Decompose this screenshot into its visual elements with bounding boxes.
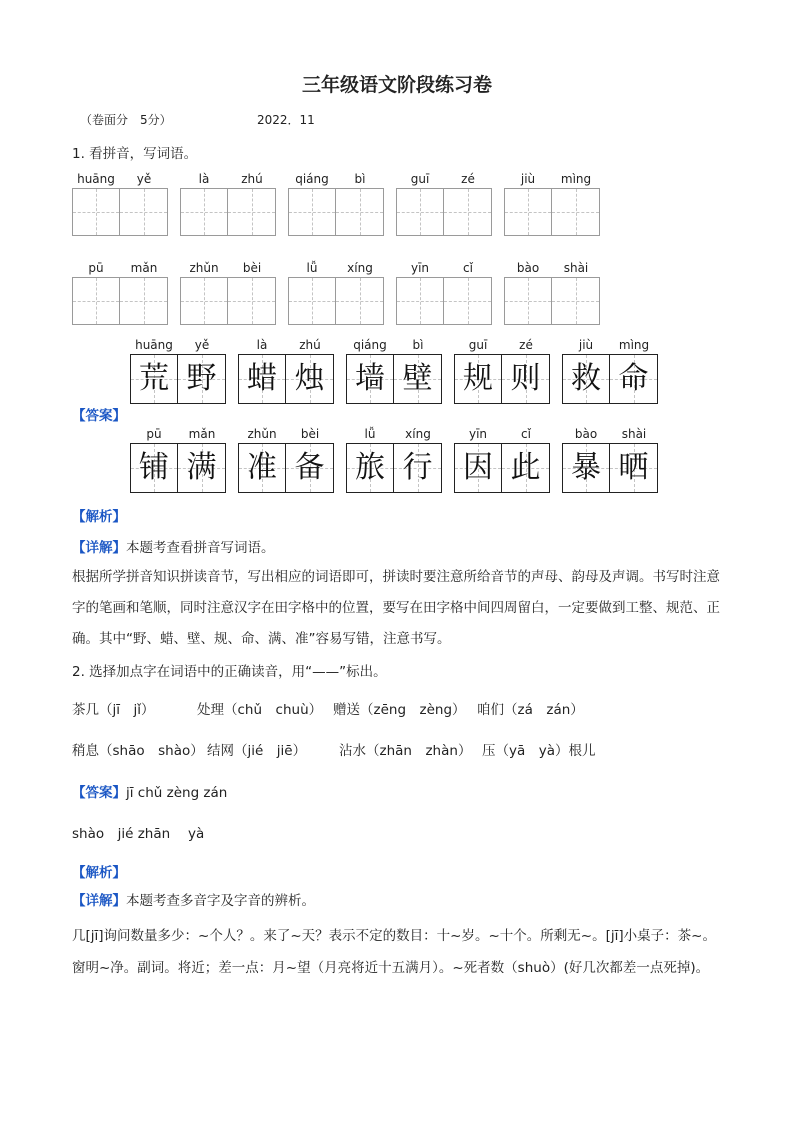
word-group (288, 259, 384, 325)
tianzige-answer-cell (394, 354, 442, 404)
tianzige-blank-cell[interactable] (288, 188, 336, 236)
pinyin-label: qiáng (353, 338, 387, 352)
pinyin-label: pū (146, 427, 162, 441)
tianzige-answer-cell (130, 443, 178, 493)
q1-prompt: 1. 看拼音，写词语。 (72, 146, 198, 162)
tianzige-blank-cell[interactable] (228, 188, 276, 236)
tianzige-answer-cell (178, 354, 226, 404)
tianzige-blank-cell[interactable] (120, 188, 168, 236)
answer-character: 野 (186, 361, 217, 396)
pinyin-label: huāng (77, 172, 115, 186)
answer-character: 壁 (402, 361, 433, 396)
pinyin-label: bèi (242, 261, 262, 275)
q2-item-4: 咱们（zá zán） (477, 702, 584, 718)
q1-explanation: 根据所学拼音知识拼读音节，写出相应的词语即可，拼读时要注意所给音节的声母、韵母及声调。书写时注意字的笔画和笔顺，同时注意汉字在田字格中的位置，要写在田字格中间四周留白，一定要做到工整、规范、正确。其中“野、蜡、壁、规、命、满、准”容易写错，注意书写。 (72, 569, 720, 647)
tianzige-answer-cell (610, 354, 658, 404)
q1-analysis-tag: 【解析】 (72, 509, 126, 525)
q2-item-3: 赠送（zēng zèng） (333, 702, 466, 718)
word-group (180, 259, 276, 325)
pinyin-label: bì (354, 172, 366, 186)
tianzige-answer-cell (346, 443, 394, 493)
answer-character: 命 (618, 361, 649, 396)
tianzige-answer-cell (238, 443, 286, 493)
q2-analysis-tag: 【解析】 (72, 865, 126, 881)
tianzige-answer-cell (502, 354, 550, 404)
answer-character: 墙 (355, 361, 385, 396)
answer-character: 救 (571, 361, 601, 396)
word-group (504, 170, 600, 236)
tianzige-answer-cell (502, 443, 550, 493)
word-group (180, 170, 276, 236)
pinyin-label: zhú (241, 172, 263, 186)
q2-item-8: 压（yā yà）根儿 (482, 743, 596, 759)
answer-row-2 (130, 425, 670, 493)
pinyin-label: là (198, 172, 210, 186)
pinyin-label: mǎn (130, 261, 158, 275)
word-group (72, 170, 168, 236)
answer-character: 荒 (139, 361, 169, 396)
q2-answer-line-1: jī chǔ zèng zán (126, 785, 228, 801)
score-note: （卷面分 5分） (80, 113, 172, 127)
word-group (396, 259, 492, 325)
word-group (562, 336, 658, 404)
pinyin-label: xíng (405, 427, 431, 441)
tianzige-answer-cell (130, 354, 178, 404)
pinyin-label: jiù (578, 338, 594, 352)
pinyin-label: shài (563, 261, 589, 275)
tianzige-blank-cell[interactable] (444, 277, 492, 325)
pinyin-label: lǚ (364, 427, 376, 441)
word-group (130, 336, 226, 404)
q2-answer-tag: 【答案】 (72, 785, 126, 801)
answer-character: 准 (247, 450, 277, 485)
q2-item-2: 处理（chǔ chuù） (197, 702, 323, 718)
answer-character: 晒 (618, 450, 649, 485)
tianzige-blank-cell[interactable] (288, 277, 336, 325)
pinyin-label: zhǔn (247, 427, 277, 441)
tianzige-answer-cell (454, 354, 502, 404)
tianzige-answer-cell (562, 354, 610, 404)
q2-prompt: 2. 选择加点字在词语中的正确读音，用“——”标出。 (72, 664, 387, 680)
q1-answer-tag: 【答案】 (72, 408, 126, 424)
word-group (288, 170, 384, 236)
tianzige-blank-cell[interactable] (396, 277, 444, 325)
pinyin-label: shài (621, 427, 647, 441)
word-group (454, 425, 550, 493)
answer-character: 因 (463, 450, 493, 485)
word-group (346, 425, 442, 493)
tianzige-blank-cell[interactable] (336, 277, 384, 325)
answer-character: 则 (510, 361, 541, 396)
pinyin-label: cǐ (463, 261, 473, 275)
q2-detail-text: 本题考查多音字及字音的辨析。 (126, 893, 315, 909)
answer-character: 规 (463, 361, 493, 396)
pinyin-label: pū (88, 261, 104, 275)
tianzige-blank-cell[interactable] (72, 188, 120, 236)
answer-character: 满 (186, 450, 217, 485)
answer-character: 行 (402, 450, 433, 485)
tianzige-answer-cell (286, 443, 334, 493)
tianzige-blank-cell[interactable] (228, 277, 276, 325)
tianzige-answer-cell (562, 443, 610, 493)
pinyin-label: lǚ (306, 261, 318, 275)
pinyin-label: yīn (410, 261, 430, 275)
word-group (504, 259, 600, 325)
pinyin-label: xíng (347, 261, 373, 275)
pinyin-label: yě (136, 172, 152, 186)
pinyin-label: bèi (300, 427, 320, 441)
tianzige-blank-cell[interactable] (552, 188, 600, 236)
q2-explanation: 几[jī]询问数量多少：~个人？。来了~天？表示不定的数目：十~岁。~十个。所剩无~。[jī]小桌子：茶~。窗明~净。副词。将近；差一点：月~望（月亮将近十五满月）。~死者数（shuò）(好几次都差一点死掉)。 (72, 928, 716, 976)
pinyin-label: mìng (618, 338, 650, 352)
pinyin-label: qiáng (295, 172, 329, 186)
tianzige-answer-cell (238, 354, 286, 404)
answer-character: 铺 (139, 450, 169, 485)
answer-character: 蜡 (247, 361, 277, 396)
tianzige-answer-cell (394, 443, 442, 493)
tianzige-blank-cell[interactable] (120, 277, 168, 325)
answer-character: 旅 (355, 450, 385, 485)
pinyin-label: yīn (468, 427, 488, 441)
answer-character: 烛 (294, 361, 325, 396)
pinyin-label: huāng (135, 338, 173, 352)
tianzige-blank-cell[interactable] (180, 277, 228, 325)
q1-detail-tag: 【详解】 (72, 540, 126, 556)
answer-character: 暴 (571, 450, 601, 485)
tianzige-answer-cell (346, 354, 394, 404)
word-group (130, 425, 226, 493)
tianzige-blank-cell[interactable] (504, 188, 552, 236)
q1-blank-row-1 (72, 170, 612, 236)
q2-item-7: 沾水（zhān zhàn） (339, 743, 472, 759)
tianzige-blank-cell[interactable] (180, 188, 228, 236)
word-group (346, 336, 442, 404)
word-group (562, 425, 658, 493)
q2-item-1: 茶几（jī jǐ） (72, 702, 155, 718)
word-group (238, 425, 334, 493)
pinyin-label: mǎn (188, 427, 216, 441)
pinyin-label: zé (461, 172, 475, 186)
tianzige-blank-cell[interactable] (72, 277, 120, 325)
tianzige-answer-cell (286, 354, 334, 404)
q1-blank-row-2 (72, 259, 612, 325)
q2-answer-line-2: shào jié zhān yà (72, 826, 205, 842)
word-group (454, 336, 550, 404)
q2-item-6: 结网（jié jiē） (207, 743, 307, 759)
pinyin-label: cǐ (521, 427, 531, 441)
tianzige-answer-cell (454, 443, 502, 493)
pinyin-label: guī (468, 338, 488, 352)
tianzige-blank-cell[interactable] (504, 277, 552, 325)
answer-character: 此 (510, 450, 541, 485)
tianzige-blank-cell[interactable] (444, 188, 492, 236)
word-group (72, 259, 168, 325)
pinyin-label: mìng (560, 172, 592, 186)
word-group (396, 170, 492, 236)
tianzige-answer-cell (610, 443, 658, 493)
pinyin-label: zhú (299, 338, 321, 352)
pinyin-label: jiù (520, 172, 536, 186)
q1-detail-text: 本题考查看拼音写词语。 (126, 540, 275, 556)
pinyin-label: guī (410, 172, 430, 186)
tianzige-blank-cell[interactable] (396, 188, 444, 236)
q2-detail-tag: 【详解】 (72, 893, 126, 909)
pinyin-label: bào (516, 261, 540, 275)
pinyin-label: bào (574, 427, 598, 441)
pinyin-label: zhǔn (189, 261, 219, 275)
tianzige-blank-cell[interactable] (552, 277, 600, 325)
page-title: 三年级语文阶段练习卷 (301, 74, 492, 96)
pinyin-label: yě (194, 338, 210, 352)
exam-date: 2022．11 (257, 113, 315, 127)
pinyin-label: zé (519, 338, 533, 352)
pinyin-label: bì (412, 338, 424, 352)
pinyin-label: là (256, 338, 268, 352)
tianzige-blank-cell[interactable] (336, 188, 384, 236)
q2-item-5: 稍息（shāo shào） (72, 743, 204, 759)
word-group (238, 336, 334, 404)
tianzige-answer-cell (178, 443, 226, 493)
answer-row-1 (130, 336, 670, 404)
answer-character: 备 (294, 450, 325, 485)
